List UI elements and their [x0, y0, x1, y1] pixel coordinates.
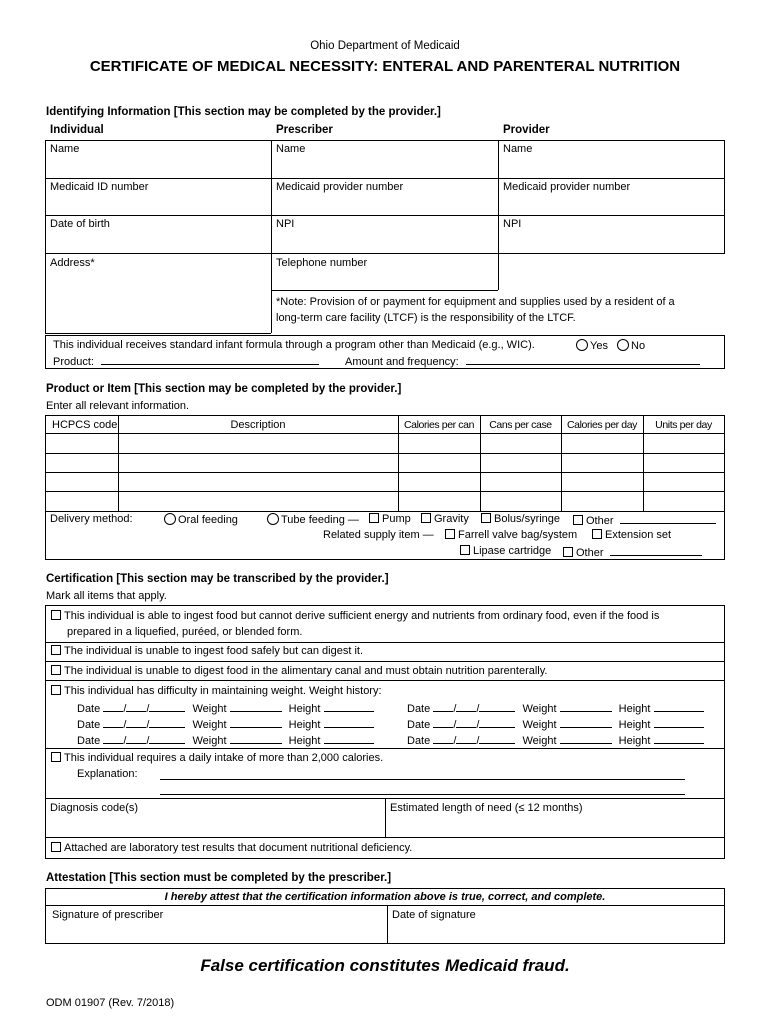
weight-history-row: Date / / Weight Height: [407, 733, 704, 747]
other-option[interactable]: [573, 513, 716, 527]
height-input[interactable]: [324, 733, 374, 744]
col-calories-per-can: Calories per can: [403, 419, 475, 431]
height-label: Height: [288, 735, 321, 747]
ltcf-note-line2: long-term care facility (LTCF) is the responsibility of the LTCF.: [276, 312, 576, 324]
weight-input[interactable]: [230, 717, 282, 728]
col-calories-per-day: Calories per day: [566, 419, 638, 431]
weight-label: Weight: [192, 703, 227, 715]
weight-input[interactable]: [230, 733, 282, 744]
prescriber-npi-field[interactable]: NPI: [276, 218, 295, 230]
radio-yes-icon: [576, 339, 588, 351]
checkbox-extension-icon: [592, 529, 602, 539]
height-label: Height: [618, 703, 651, 715]
product-instruction: Enter all relevant information.: [46, 400, 190, 412]
checkbox-cert4-icon: [51, 685, 61, 695]
amount-input[interactable]: [466, 354, 700, 365]
signature-date-field[interactable]: Date of signature: [392, 909, 476, 921]
radio-oral-icon: [164, 513, 176, 525]
lab-results-option[interactable]: [51, 842, 412, 854]
height-input[interactable]: [324, 701, 374, 712]
lipase-option[interactable]: [460, 545, 551, 557]
no-label: No: [631, 340, 646, 352]
prescriber-name-field[interactable]: Name: [276, 143, 306, 155]
col-provider: Provider: [503, 124, 550, 136]
length-of-need-field[interactable]: Estimated length of need (≤ 12 months): [390, 802, 583, 814]
product-label: Product:: [53, 356, 94, 368]
radio-tube-icon: [267, 513, 279, 525]
prescriber-telephone-field[interactable]: Telephone number: [276, 257, 368, 269]
oral-feeding-option[interactable]: [164, 513, 238, 526]
cert-item-5-text: This individual requires a daily intake of more than 2,000 calories.: [64, 752, 384, 764]
oral-feeding-label: Oral feeding: [178, 514, 238, 526]
date-label: Date: [407, 735, 431, 747]
weight-history-row: Date / / Weight Height: [77, 701, 374, 715]
cert-item-4-text: This individual has difficulty in maintaining weight. Weight history:: [64, 685, 382, 697]
identifying-heading: Identifying Information [This section may be completed by the provider.]: [46, 106, 441, 118]
checkbox-other-icon: [573, 515, 583, 525]
col-description: Description: [230, 419, 286, 431]
infant-no-option[interactable]: [617, 339, 645, 352]
explanation-line-1[interactable]: [160, 779, 685, 780]
col-cans-per-case: Cans per case: [489, 419, 552, 431]
extension-option[interactable]: [592, 529, 671, 541]
lab-results-text: Attached are laboratory test results that document nutritional deficiency.: [64, 842, 413, 854]
weight-history-row: Date / / Weight Height: [407, 717, 704, 731]
cert-item-1[interactable]: [51, 610, 659, 622]
signature-field[interactable]: Signature of prescriber: [52, 909, 164, 921]
radio-no-icon: [617, 339, 629, 351]
explanation-label: Explanation:: [77, 768, 138, 780]
date-label: Date: [407, 719, 431, 731]
product-input[interactable]: [101, 354, 319, 365]
explanation-line-2[interactable]: [160, 794, 685, 795]
provider-provider-number-field[interactable]: Medicaid provider number: [503, 181, 631, 193]
attestation-statement: I hereby attest that the certification information above is true, correct, and complete.: [164, 891, 606, 903]
checkbox-gravity-icon: [421, 513, 431, 523]
checkbox-lipase-icon: [460, 545, 470, 555]
attestation-heading: Attestation [This section must be completed by the prescriber.]: [46, 872, 392, 884]
gravity-option[interactable]: [421, 513, 469, 525]
provider-name-field[interactable]: Name: [503, 143, 533, 155]
cert-item-1-line2: prepared in a liquefied, puréed, or blended form.: [67, 626, 303, 638]
pump-label: Pump: [382, 513, 411, 525]
checkbox-cert5-icon: [51, 752, 61, 762]
other2-option[interactable]: [563, 545, 702, 559]
delivery-method-label: Delivery method:: [50, 513, 133, 525]
infant-yes-option[interactable]: [576, 339, 608, 352]
yes-label: Yes: [590, 340, 608, 352]
checkbox-cert1-icon: [51, 610, 61, 620]
height-label: Height: [288, 703, 321, 715]
date-label: Date: [407, 703, 431, 715]
farrell-option[interactable]: [445, 529, 577, 541]
cert-item-1-text: This individual is able to ingest food but cannot derive sufficient energy and nutrients from ordinary food, even if the food is: [64, 610, 660, 622]
checkbox-cert3-icon: [51, 665, 61, 675]
col-units-per-day: Units per day: [655, 419, 712, 431]
other2-label: Other: [576, 547, 604, 559]
product-heading: Product or Item [This section may be completed by the provider.]: [46, 383, 402, 395]
amount-label: Amount and frequency:: [345, 356, 459, 368]
date-label: Date: [77, 735, 101, 747]
certification-instruction: Mark all items that apply.: [46, 590, 167, 602]
weight-label: Weight: [192, 735, 227, 747]
col-individual: Individual: [50, 124, 104, 136]
farrell-label: Farrell valve bag/system: [458, 529, 578, 541]
cert-item-4[interactable]: [51, 685, 382, 697]
weight-history-row: Date / / Weight Height: [407, 701, 704, 715]
weight-label: Weight: [522, 735, 557, 747]
date-label: Date: [77, 719, 101, 731]
prescriber-provider-number-field[interactable]: Medicaid provider number: [276, 181, 404, 193]
cert-item-5[interactable]: [51, 752, 383, 764]
weight-history-row: Date / / Weight Height: [77, 717, 374, 731]
individual-address-field[interactable]: Address*: [50, 257, 95, 269]
checkbox-farrell-icon: [445, 529, 455, 539]
checkbox-bolus-icon: [481, 513, 491, 523]
certification-heading: Certification [This section may be transcribed by the provider.]: [46, 573, 389, 585]
checkbox-other2-icon: [563, 547, 573, 557]
height-label: Height: [288, 719, 321, 731]
agency-name: Ohio Department of Medicaid: [310, 40, 460, 52]
weight-history-row: Date / / Weight Height: [77, 733, 374, 747]
weight-input[interactable]: [560, 717, 612, 728]
individual-medicaid-id-field[interactable]: Medicaid ID number: [50, 181, 149, 193]
checkbox-cert2-icon: [51, 645, 61, 655]
cert-item-3-text: The individual is unable to digest food in the alimentary canal and must obtain nutrition parenterally.: [64, 665, 548, 677]
height-input[interactable]: [654, 717, 704, 728]
tube-feeding-label: Tube feeding —: [281, 514, 359, 526]
amount-line: [345, 354, 700, 368]
date-label: Date: [77, 703, 101, 715]
form-title: CERTIFICATE OF MEDICAL NECESSITY: ENTERAL AND PARENTERAL NUTRITION: [89, 58, 681, 75]
infant-formula-question: This individual receives standard infant formula through a program other than Medicaid (e.g., WIC).: [53, 339, 535, 351]
cert-item-2-text: The individual is unable to ingest food safely but can digest it.: [64, 645, 364, 657]
weight-input[interactable]: [560, 701, 612, 712]
other2-input[interactable]: [610, 545, 702, 556]
other-label: Other: [586, 515, 614, 527]
other-input[interactable]: [620, 513, 716, 524]
height-label: Height: [618, 735, 651, 747]
weight-label: Weight: [192, 719, 227, 731]
form-id: ODM 01907 (Rev. 7/2018): [46, 997, 175, 1009]
bolus-label: Bolus/syringe: [494, 513, 561, 525]
provider-npi-field[interactable]: NPI: [503, 218, 522, 230]
col-prescriber: Prescriber: [276, 124, 333, 136]
individual-name-field[interactable]: Name: [50, 143, 80, 155]
fraud-warning: False certification constitutes Medicaid fraud.: [200, 956, 570, 975]
lipase-label: Lipase cartridge: [473, 545, 552, 557]
height-input[interactable]: [654, 701, 704, 712]
weight-input[interactable]: [230, 701, 282, 712]
cert-item-3[interactable]: [51, 665, 547, 677]
individual-dob-field[interactable]: Date of birth: [50, 218, 110, 230]
checkbox-pump-icon: [369, 513, 379, 523]
extension-label: Extension set: [605, 529, 672, 541]
related-supply-label: Related supply item —: [323, 529, 434, 541]
col-hcpcs: HCPCS code: [52, 419, 118, 431]
diagnosis-field[interactable]: Diagnosis code(s): [50, 802, 139, 814]
cert-item-2[interactable]: [51, 645, 363, 657]
height-input[interactable]: [654, 733, 704, 744]
product-line: [53, 354, 319, 368]
weight-label: Weight: [522, 703, 557, 715]
bolus-option[interactable]: [481, 513, 560, 525]
height-input[interactable]: [324, 717, 374, 728]
height-label: Height: [618, 719, 651, 731]
ltcf-note-line1: *Note: Provision of or payment for equipment and supplies used by a resident of a: [276, 296, 675, 308]
tube-feeding-option[interactable]: [267, 513, 359, 526]
pump-option[interactable]: [369, 513, 411, 525]
gravity-label: Gravity: [434, 513, 469, 525]
weight-input[interactable]: [560, 733, 612, 744]
weight-label: Weight: [522, 719, 557, 731]
checkbox-lab-icon: [51, 842, 61, 852]
